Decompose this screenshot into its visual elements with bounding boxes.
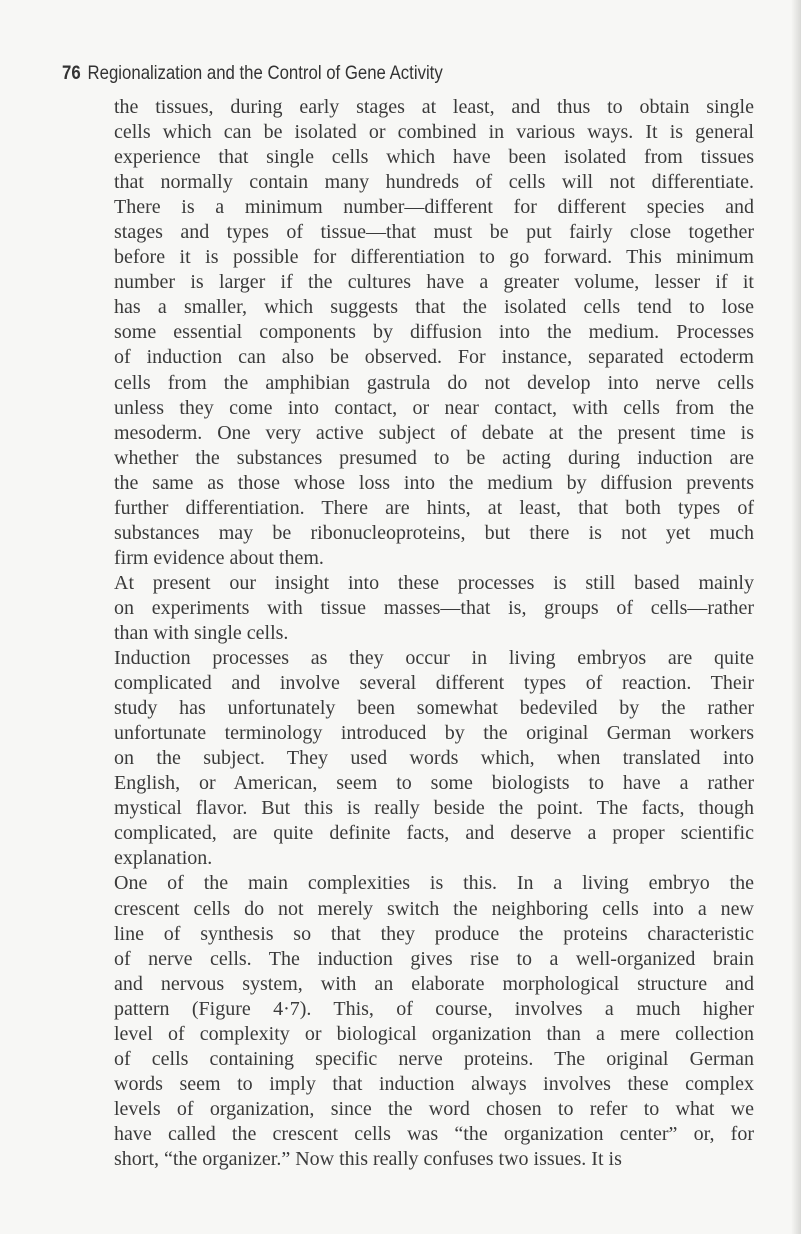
text-line: pattern (Figure 4·7). This, of course, involves a much higher <box>114 997 754 1020</box>
text-line: unfortunate terminology introduced by the original German workers <box>114 722 754 745</box>
text-line: than with single cells. <box>114 621 289 644</box>
page-edge-shadow <box>791 0 801 1234</box>
text-line: of nerve cells. The induction gives rise to a well-organized brain <box>114 947 754 970</box>
page-number: 76 <box>62 62 81 84</box>
text-line: whether the substances presumed to be acting during induction are <box>114 446 754 469</box>
text-line: number is larger if the cultures have a greater volume, lesser if it <box>114 271 754 294</box>
text-line: levels of organization, since the word chosen to refer to what we <box>114 1097 754 1120</box>
text-line: complicated, are quite definite facts, and deserve a proper scientific <box>114 822 754 845</box>
text-line: the same as those whose loss into the medium by diffusion prevents <box>114 471 754 494</box>
text-line: level of complexity or biological organization than a mere collection <box>114 1022 754 1045</box>
text-line: have called the crescent cells was “the organization center” or, for <box>114 1122 754 1145</box>
text-line: the tissues, during early stages at least, and thus to obtain single <box>114 96 754 118</box>
text-line: At present our insight into these processes is still based mainly <box>114 571 754 594</box>
text-line: on experiments with tissue masses—that is, groups of cells—rather <box>114 596 754 619</box>
text-line: firm evidence about them. <box>114 546 324 569</box>
text-line: study has unfortunately been somewhat bedeviled by the rather <box>114 697 754 720</box>
text-line: cells which can be isolated or combined in various ways. It is general <box>114 121 754 144</box>
text-line: mystical flavor. But this is really beside the point. The facts, though <box>114 797 754 820</box>
paragraph <box>114 871 754 1172</box>
text-line: of induction can also be observed. For instance, separated ectoderm <box>114 346 754 369</box>
text-line: There is a minimum number—different for different species and <box>114 196 754 219</box>
text-line: has a smaller, which suggests that the isolated cells tend to lose <box>114 296 754 319</box>
paragraph <box>114 646 754 871</box>
paragraph <box>114 571 754 646</box>
text-line: and nervous system, with an elaborate morphological structure and <box>114 972 754 995</box>
text-line: crescent cells do not merely switch the neighboring cells into a new <box>114 897 754 920</box>
text-line: mesoderm. One very active subject of debate at the present time is <box>114 421 754 444</box>
text-line: cells from the amphibian gastrula do not develop into nerve cells <box>114 371 754 394</box>
text-line: stages and types of tissue—that must be put fairly close together <box>114 221 754 244</box>
text-line: complicated and involve several different types of reaction. Their <box>114 672 754 695</box>
body-text <box>114 95 754 1172</box>
text-line: unless they come into contact, or near contact, with cells from the <box>114 396 754 419</box>
text-line: words seem to imply that induction always involves these complex <box>114 1072 754 1095</box>
text-line: Induction processes as they occur in living embryos are quite <box>114 647 754 670</box>
text-line: before it is possible for differentiation to go forward. This minimum <box>114 246 754 269</box>
text-line: experience that single cells which have been isolated from tissues <box>114 146 754 169</box>
text-line: English, or American, seem to some biologists to have a rather <box>114 772 754 795</box>
text-line: further differentiation. There are hints, at least, that both types of <box>114 496 754 519</box>
text-line: on the subject. They used words which, when translated into <box>114 747 754 770</box>
text-line: substances may be ribonucleoproteins, but there is not yet much <box>114 521 754 544</box>
text-line: short, “the organizer.” Now this really confuses two issues. It is <box>114 1147 622 1170</box>
text-line: One of the main complexities is this. In a living embryo the <box>114 872 754 895</box>
text-line: explanation. <box>114 847 213 870</box>
text-line: that normally contain many hundreds of cells will not differentiate. <box>114 171 754 194</box>
running-header <box>62 62 443 85</box>
text-line: of cells containing specific nerve proteins. The original German <box>114 1047 754 1070</box>
paragraph <box>114 95 754 571</box>
text-line: some essential components by diffusion into the medium. Processes <box>114 321 754 344</box>
running-title: Regionalization and the Control of Gene Activity <box>87 62 443 84</box>
text-line: line of synthesis so that they produce the proteins characteristic <box>114 922 754 945</box>
